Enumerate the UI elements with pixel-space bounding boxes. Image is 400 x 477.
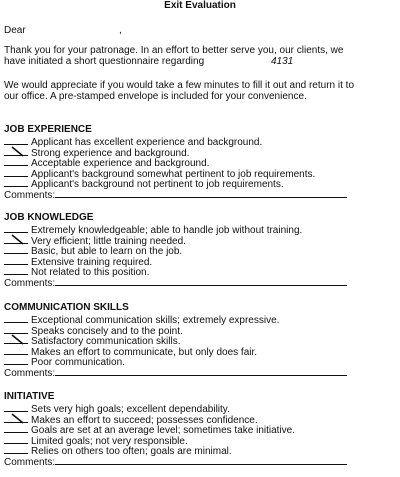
check-mark-icon bbox=[11, 233, 25, 245]
comments-input-line[interactable] bbox=[55, 188, 347, 198]
checkbox-blank[interactable] bbox=[4, 146, 28, 156]
check-mark-icon bbox=[11, 333, 25, 345]
checkbox-blank[interactable] bbox=[4, 156, 28, 166]
option-text: Applicant has excellent experience and background. bbox=[31, 137, 263, 148]
comments-field bbox=[4, 455, 347, 468]
option-text: Makes an effort to succeed; possesses confidence. bbox=[31, 414, 258, 426]
comments-input-line[interactable] bbox=[55, 455, 347, 465]
section-heading-job-experience: JOB EXPERIENCE bbox=[4, 124, 92, 135]
option-text: Speaks concisely and to the point. bbox=[31, 325, 183, 337]
checkbox-blank[interactable] bbox=[4, 313, 28, 323]
check-mark-icon bbox=[11, 145, 25, 157]
intro-line-1: Thank you for your patronage. In an effort to better serve you, our clients, we bbox=[4, 45, 344, 56]
option-text: Applicant's background not pertinent to job requirements. bbox=[31, 179, 284, 190]
checkbox-blank[interactable] bbox=[4, 167, 28, 177]
checkbox-blank[interactable] bbox=[4, 135, 28, 145]
option-text: Sets very high goals; excellent dependability. bbox=[31, 404, 230, 415]
option-text: Applicant's background somewhat pertinent to job requirements. bbox=[31, 168, 316, 180]
option-text: Goals are set at an average level; sometimes take initiative. bbox=[31, 425, 296, 436]
option-text: Satisfactory communication skills. bbox=[31, 336, 181, 347]
checkbox-blank[interactable] bbox=[4, 355, 28, 365]
checkbox-blank[interactable] bbox=[4, 265, 28, 275]
option-text: Makes an effort to communicate, but only does fair. bbox=[31, 346, 258, 358]
option-text: Extensive training required. bbox=[31, 256, 153, 268]
option-text: Relies on others too often; goals are minimal. bbox=[31, 446, 232, 457]
option-text: Limited goals; not very responsible. bbox=[31, 435, 188, 447]
checkbox-blank[interactable] bbox=[4, 244, 28, 254]
comments-label: Comments: bbox=[4, 456, 56, 468]
option-text: Basic, but able to learn on the job. bbox=[31, 246, 183, 257]
checkbox-blank[interactable] bbox=[4, 434, 28, 444]
checkbox-blank[interactable] bbox=[4, 345, 28, 355]
comments-input-line[interactable] bbox=[55, 366, 347, 376]
comments-field bbox=[4, 276, 347, 289]
comments-label: Comments: bbox=[4, 277, 56, 289]
option-text: Poor communication. bbox=[31, 357, 125, 368]
checkbox-blank[interactable] bbox=[4, 402, 28, 412]
comments-field bbox=[4, 366, 347, 379]
option-text: Strong experience and background. bbox=[31, 147, 190, 159]
page-title: Exit Evaluation bbox=[164, 0, 236, 11]
intro-line-2: have initiated a short questionnaire regarding bbox=[4, 56, 205, 67]
checkbox-blank[interactable] bbox=[4, 177, 28, 187]
intro-line-3: We would appreciate if you would take a few minutes to fill it out and return it to bbox=[4, 80, 354, 91]
intro-line-4: our office. A pre-stamped envelope is included for your convenience. bbox=[4, 91, 307, 102]
option-text: Exceptional communication skills; extremely expressive. bbox=[31, 315, 280, 326]
checkbox-blank[interactable] bbox=[4, 334, 28, 344]
checkbox-blank[interactable] bbox=[4, 223, 28, 233]
section-heading-job-knowledge: JOB KNOWLEDGE bbox=[4, 212, 94, 223]
option-text: Very efficient; little training needed. bbox=[31, 235, 186, 247]
comments-label: Comments: bbox=[4, 367, 56, 379]
section-heading-initiative: INITIATIVE bbox=[4, 391, 55, 402]
checkbox-blank[interactable] bbox=[4, 255, 28, 265]
salutation-comma: , bbox=[119, 25, 122, 36]
questionnaire-number: 4131 bbox=[271, 56, 294, 67]
comments-input-line[interactable] bbox=[55, 276, 347, 286]
checkbox-blank[interactable] bbox=[4, 324, 28, 334]
checkbox-blank[interactable] bbox=[4, 234, 28, 244]
check-mark-icon bbox=[11, 412, 25, 424]
option-text: Acceptable experience and background. bbox=[31, 158, 210, 169]
salutation: Dear bbox=[4, 25, 26, 36]
checkbox-blank[interactable] bbox=[4, 423, 28, 433]
checkbox-blank[interactable] bbox=[4, 413, 28, 423]
checkbox-blank[interactable] bbox=[4, 444, 28, 454]
comments-label: Comments: bbox=[4, 189, 56, 201]
option-text: Not related to this position. bbox=[31, 267, 150, 278]
section-heading-communication-skills: COMMUNICATION SKILLS bbox=[4, 302, 129, 313]
option-text: Extremely knowledgeable; able to handle job without training. bbox=[31, 225, 303, 236]
comments-field bbox=[4, 188, 347, 201]
